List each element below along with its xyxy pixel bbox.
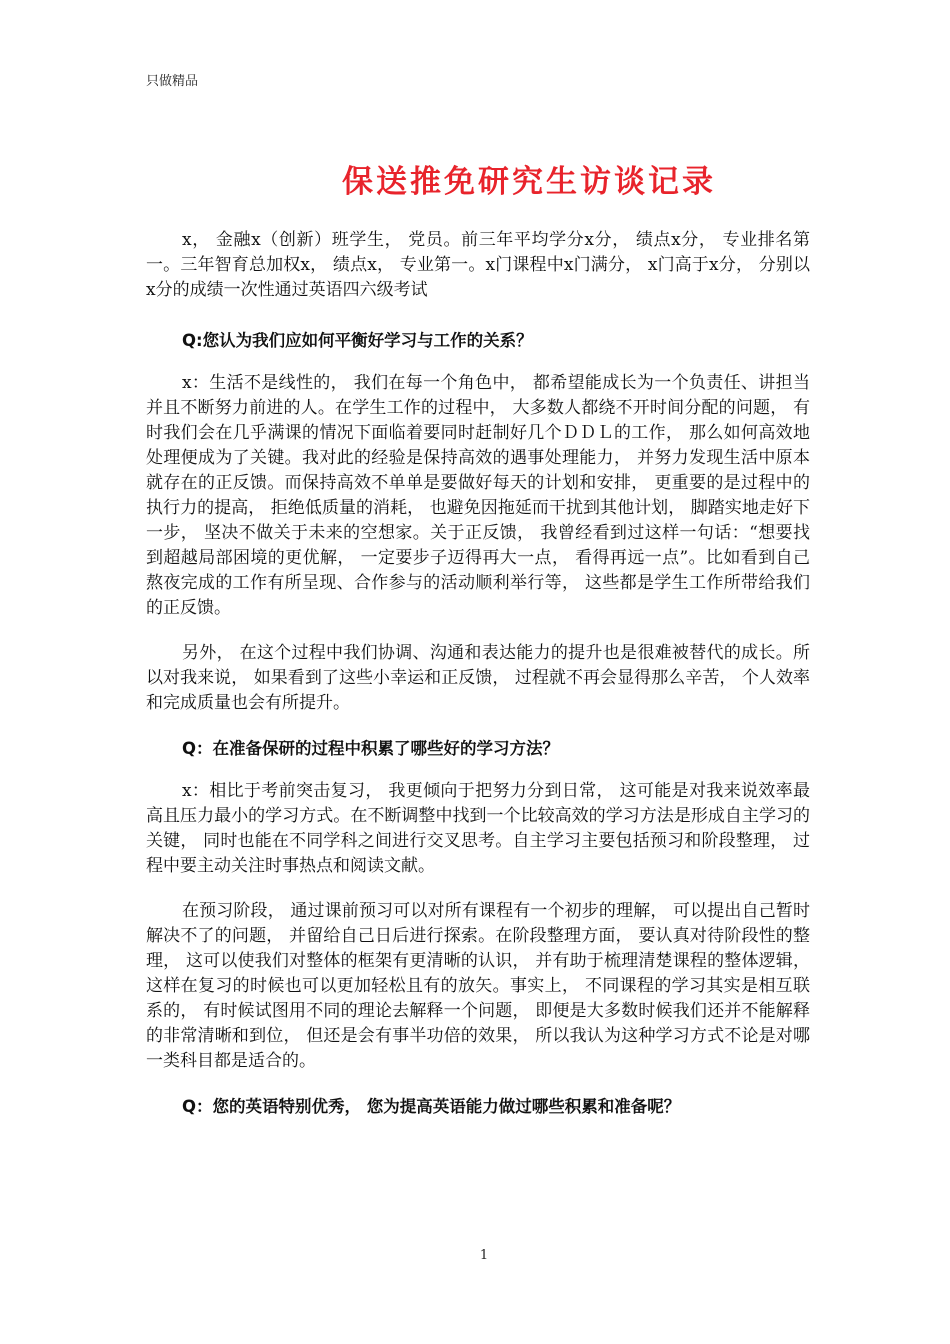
page-number: 1 [479, 1248, 489, 1263]
answer-1-paragraph-2: 另外， 在这个过程中我们协调、沟通和表达能力的提升也是很难被替代的成长。所以对我来说， 如果看到了这些小幸运和正反馈， 过程就不再会显得那么辛苦， 个人效率和完成质量也会有所提升。 [146, 643, 810, 713]
header-label: 只做精品 [146, 74, 199, 89]
question-1: Q:您认为我们应如何平衡好学习与工作的关系？ [182, 331, 533, 350]
document-body [146, 228, 810, 1119]
document-title: 保送推免研究生访谈记录 [342, 164, 716, 200]
intro-paragraph: x， 金融x（创新）班学生， 党员。前三年平均学分x分， 绩点x分， 专业排名第一。三年智育总加权x， 绩点x， 专业第一。x门课程中x门满分， x门高于x分， 分别以x分的成绩一次性通过英语四六级考试 [146, 230, 810, 300]
question-2: Q：在准备保研的过程中积累了哪些好的学习方法？ [182, 739, 560, 758]
answer-2-paragraph-1: x：相比于考前突击复习， 我更倾向于把努力分到日常， 这可能是对我来说效率最高且压力最小的学习方式。在不断调整中找到一个比较高效的学习方法是形成自主学习的关键， 同时也能在不同学科之间进行交叉思考。自主学习主要包括预习和阶段整理， 过程中要主动关注时事热点和阅读文献。 [146, 781, 810, 876]
answer-2-paragraph-2: 在预习阶段， 通过课前预习可以对所有课程有一个初步的理解， 可以提出自己暂时解决不了的问题， 并留给自己日后进行探索。在阶段整理方面， 要认真对待阶段性的整理， 这可以使我们对整体的框架有更清晰的认识， 并有助于梳理清楚课程的整体逻辑， 这样在复习的时候也可以更加轻松且有的放矢。事实上， 不同课程的学习其实是相互联系的， 有时候试图用不同的理论去解释一个问题， 即便是大多数时候我们还并不能解释的非常清晰和到位， 但还是会有事半功倍的效果， 所以我认为这种学习方式不论是对哪一类科目都是适合的。 [146, 901, 810, 1071]
answer-1-paragraph-1: x：生活不是线性的， 我们在每一个角色中， 都希望能成长为一个负责任、讲担当并且不断努力前进的人。在学生工作的过程中， 大多数人都绕不开时间分配的问题， 有时我们会在几乎满课的情况下面临着要同时赶制好几个ＤＤＬ的工作， 那么如何高效地处理便成为了关键。我对此的经验是保持高效的遇事处理能力， 并努力发现生活中原本就存在的正反馈。而保持高效不单单是要做好每天的计划和安排， 更重要的是过程中的执行力的提高， 拒绝低质量的消耗， 也避免因拖延而干扰到其他计划， 脚踏实地走好下一步， 坚决不做关于未来的空想家。关于正反馈， 我曾经看到过这样一句话：“想要找到超越局部困境的更优解， 一定要步子迈得再大一点， 看得再远一点”。比如看到自己熬夜完成的工作有所呈现、合作参与的活动顺利举行等， 这些都是学生工作所带给我们的正反馈。 [146, 373, 810, 618]
question-3: Q：您的英语特别优秀， 您为提高英语能力做过哪些积累和准备呢？ [182, 1097, 681, 1116]
